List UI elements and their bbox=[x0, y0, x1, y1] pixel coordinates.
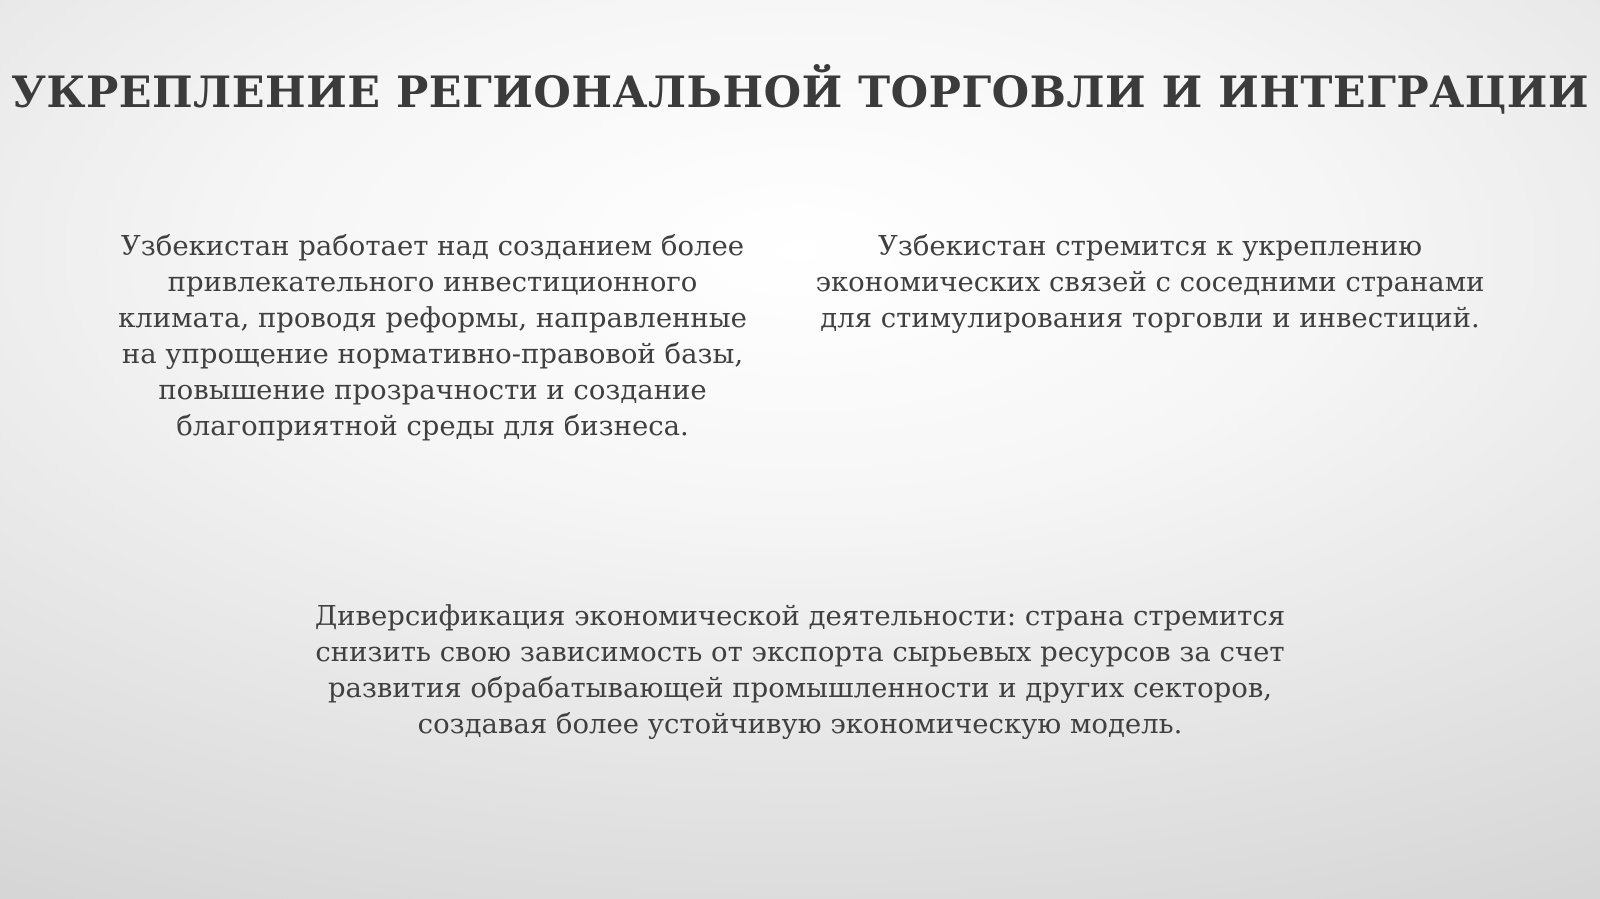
investment-climate-paragraph: Узбекистан работает над созданием более привлекательного инвестиционного климата, проводя реформы, направленные на упрощение нормативно-правовой базы, повышение прозрачности и создание благоприятной среды для бизнеса. bbox=[118, 230, 747, 442]
diversification-paragraph: Диверсификация экономической деятельности: страна стремится снизить свою зависимость от экспорта сырьевых ресурсов за счет развития обрабатывающей промышленности и других секторов, создавая более устойчивую экономическую модель. bbox=[314, 600, 1286, 740]
slide-title: УКРЕПЛЕНИЕ РЕГИОНАЛЬНОЙ ТОРГОВЛИ И ИНТЕГРАЦИИ bbox=[10, 68, 1590, 118]
economic-ties-paragraph: Узбекистан стремится к укреплению экономических связей с соседними странами для стимулирования торговли и инвестиций. bbox=[815, 230, 1485, 334]
